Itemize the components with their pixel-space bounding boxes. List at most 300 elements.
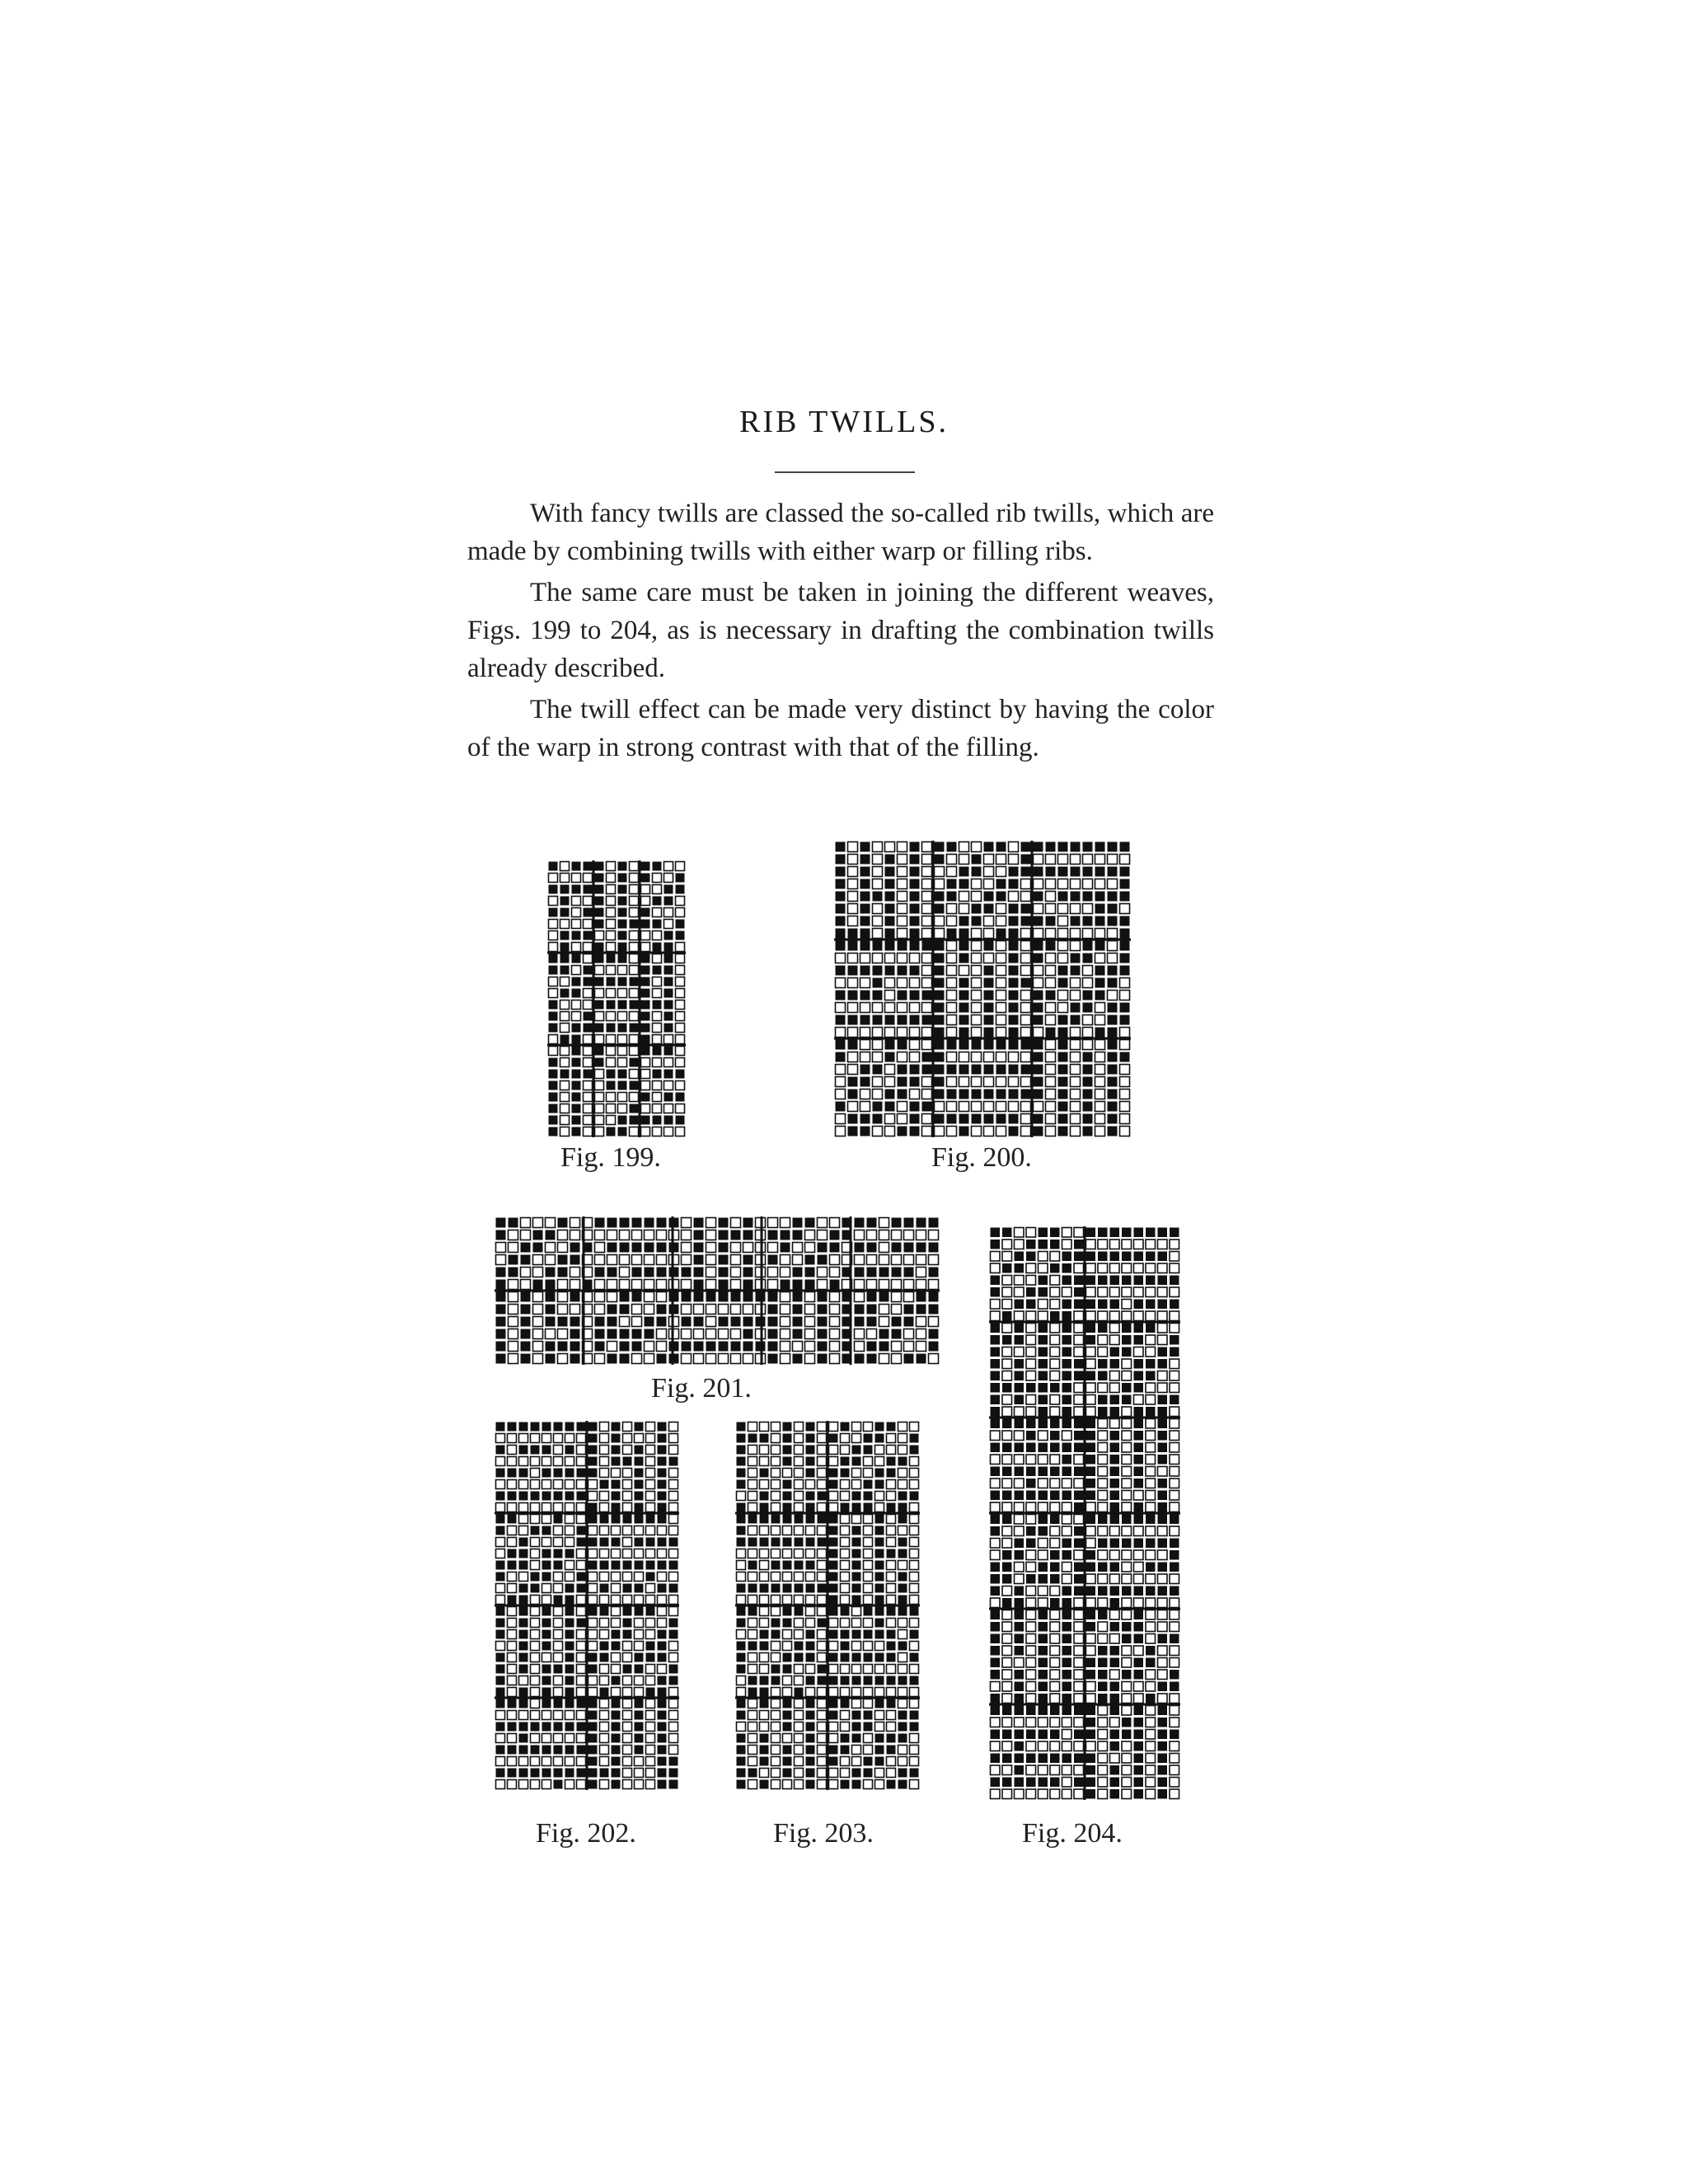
empty-cell: [1170, 1287, 1179, 1297]
filled-cell: [676, 1070, 685, 1079]
empty-cell: [607, 874, 616, 883]
filled-cell: [1074, 1359, 1084, 1369]
empty-cell: [959, 1052, 969, 1062]
filled-cell: [795, 1584, 804, 1593]
filled-cell: [768, 1317, 778, 1327]
filled-cell: [991, 1670, 1001, 1680]
empty-cell: [519, 1480, 528, 1489]
empty-cell: [885, 1003, 895, 1013]
filled-cell: [1074, 1574, 1084, 1584]
filled-cell: [664, 1116, 673, 1125]
filled-cell: [694, 1218, 704, 1228]
filled-cell: [860, 916, 870, 926]
empty-cell: [584, 1035, 593, 1044]
filled-cell: [1021, 978, 1031, 988]
filled-cell: [549, 966, 558, 975]
empty-cell: [646, 1446, 655, 1455]
empty-cell: [630, 885, 639, 894]
filled-cell: [531, 1722, 540, 1732]
filled-cell: [768, 1292, 778, 1302]
filled-cell: [560, 885, 570, 894]
empty-cell: [887, 1757, 896, 1766]
filled-cell: [1134, 1383, 1144, 1393]
empty-cell: [612, 1619, 621, 1628]
filled-cell: [496, 1699, 505, 1708]
empty-cell: [760, 1607, 769, 1616]
filled-cell: [1086, 1419, 1096, 1429]
empty-cell: [635, 1572, 644, 1582]
filled-cell: [618, 897, 627, 906]
empty-cell: [760, 1561, 769, 1570]
empty-cell: [1110, 1240, 1120, 1249]
filled-cell: [1034, 1090, 1043, 1099]
filled-cell: [1026, 1539, 1036, 1549]
empty-cell: [904, 1292, 914, 1302]
filled-cell: [531, 1769, 540, 1778]
empty-cell: [542, 1457, 551, 1466]
filled-cell: [864, 1676, 873, 1685]
empty-cell: [760, 1446, 769, 1455]
empty-cell: [1086, 1263, 1096, 1273]
filled-cell: [623, 1619, 632, 1628]
filled-cell: [588, 1561, 598, 1570]
empty-cell: [1120, 1090, 1130, 1099]
empty-cell: [623, 1734, 632, 1743]
empty-cell: [984, 1127, 994, 1137]
empty-cell: [748, 1549, 757, 1558]
filled-cell: [887, 1469, 896, 1478]
empty-cell: [898, 879, 907, 889]
filled-cell: [558, 1342, 568, 1352]
empty-cell: [1158, 1670, 1168, 1680]
filled-cell: [600, 1584, 609, 1593]
filled-cell: [1108, 1003, 1118, 1013]
filled-cell: [768, 1305, 778, 1315]
filled-cell: [864, 1711, 873, 1720]
filled-cell: [612, 1457, 621, 1466]
empty-cell: [760, 1457, 769, 1466]
empty-cell: [496, 1734, 505, 1743]
empty-cell: [542, 1596, 551, 1605]
filled-cell: [1062, 1263, 1072, 1273]
empty-cell: [618, 966, 627, 975]
filled-cell: [805, 1280, 815, 1290]
filled-cell: [829, 1746, 838, 1755]
empty-cell: [922, 892, 932, 902]
filled-cell: [929, 1342, 939, 1352]
filled-cell: [565, 1549, 574, 1558]
filled-cell: [630, 1104, 639, 1113]
empty-cell: [623, 1434, 632, 1443]
empty-cell: [607, 1292, 617, 1302]
filled-cell: [508, 1596, 517, 1605]
filled-cell: [959, 1028, 969, 1038]
filled-cell: [1098, 1252, 1108, 1262]
filled-cell: [1158, 1359, 1168, 1369]
empty-cell: [1026, 1335, 1036, 1345]
empty-cell: [864, 1734, 873, 1743]
filled-cell: [1158, 1455, 1168, 1465]
empty-cell: [653, 1081, 662, 1090]
empty-cell: [646, 1596, 655, 1605]
empty-cell: [558, 1230, 568, 1240]
filled-cell: [612, 1711, 621, 1720]
empty-cell: [1158, 1598, 1168, 1608]
filled-cell: [836, 904, 846, 914]
empty-cell: [496, 1538, 505, 1547]
empty-cell: [1071, 929, 1081, 939]
filled-cell: [521, 1255, 531, 1265]
filled-cell: [818, 1317, 828, 1327]
filled-cell: [623, 1665, 632, 1674]
filled-cell: [635, 1584, 644, 1593]
filled-cell: [806, 1630, 815, 1639]
empty-cell: [1058, 929, 1068, 939]
filled-cell: [829, 1676, 838, 1685]
empty-cell: [509, 1354, 518, 1364]
filled-cell: [793, 1354, 803, 1364]
filled-cell: [904, 1354, 914, 1364]
empty-cell: [1002, 1741, 1012, 1751]
empty-cell: [829, 1665, 838, 1674]
empty-cell: [657, 1230, 667, 1240]
filled-cell: [620, 1243, 630, 1253]
filled-cell: [607, 1243, 617, 1253]
empty-cell: [1134, 1550, 1144, 1560]
empty-cell: [947, 1028, 957, 1038]
filled-cell: [496, 1619, 505, 1628]
filled-cell: [1158, 1431, 1168, 1441]
filled-cell: [860, 1127, 870, 1137]
filled-cell: [991, 1706, 1001, 1716]
filled-cell: [852, 1549, 861, 1558]
filled-cell: [560, 989, 570, 998]
empty-cell: [706, 1218, 716, 1228]
empty-cell: [588, 1688, 598, 1697]
empty-cell: [898, 1052, 907, 1062]
filled-cell: [910, 879, 920, 889]
empty-cell: [1074, 1765, 1084, 1775]
filled-cell: [1034, 1015, 1043, 1025]
filled-cell: [1062, 1383, 1072, 1393]
empty-cell: [1170, 1419, 1179, 1429]
filled-cell: [879, 1292, 889, 1302]
filled-cell: [760, 1757, 769, 1766]
empty-cell: [600, 1665, 609, 1674]
filled-cell: [1146, 1539, 1156, 1549]
empty-cell: [806, 1480, 815, 1489]
empty-cell: [509, 1342, 518, 1352]
filled-cell: [1015, 1324, 1025, 1333]
empty-cell: [771, 1722, 781, 1732]
filled-cell: [646, 1653, 655, 1662]
filled-cell: [554, 1469, 563, 1478]
empty-cell: [864, 1619, 873, 1628]
empty-cell: [768, 1268, 778, 1277]
empty-cell: [771, 1596, 781, 1605]
filled-cell: [855, 1268, 865, 1277]
empty-cell: [1074, 1455, 1084, 1465]
empty-cell: [565, 1734, 574, 1743]
empty-cell: [1108, 991, 1118, 1001]
empty-cell: [1122, 1741, 1132, 1751]
empty-cell: [771, 1457, 781, 1466]
empty-cell: [496, 1503, 505, 1512]
filled-cell: [1086, 1252, 1096, 1262]
empty-cell: [577, 1480, 586, 1489]
filled-cell: [496, 1561, 505, 1570]
filled-cell: [669, 1561, 678, 1570]
filled-cell: [991, 1622, 1001, 1632]
empty-cell: [1146, 1622, 1156, 1632]
empty-cell: [533, 1354, 543, 1364]
empty-cell: [1146, 1419, 1156, 1429]
filled-cell: [947, 1090, 957, 1099]
filled-cell: [806, 1746, 815, 1755]
filled-cell: [910, 892, 920, 902]
filled-cell: [991, 1778, 1001, 1788]
filled-cell: [783, 1769, 792, 1778]
filled-cell: [1158, 1300, 1168, 1310]
filled-cell: [588, 1780, 598, 1789]
filled-cell: [1026, 1383, 1036, 1393]
empty-cell: [830, 1218, 840, 1228]
empty-cell: [618, 1012, 627, 1021]
filled-cell: [737, 1734, 746, 1743]
filled-cell: [1015, 1491, 1025, 1501]
empty-cell: [630, 989, 639, 998]
empty-cell: [533, 1342, 543, 1352]
empty-cell: [1058, 954, 1068, 963]
filled-cell: [632, 1329, 642, 1339]
filled-cell: [1015, 1419, 1025, 1429]
empty-cell: [1086, 1741, 1096, 1751]
empty-cell: [1120, 904, 1130, 914]
empty-cell: [1071, 1040, 1081, 1050]
filled-cell: [860, 892, 870, 902]
filled-cell: [795, 1642, 804, 1651]
filled-cell: [612, 1676, 621, 1685]
filled-cell: [898, 1722, 907, 1732]
filled-cell: [577, 1769, 586, 1778]
empty-cell: [836, 1114, 846, 1124]
filled-cell: [607, 1081, 616, 1090]
empty-cell: [737, 1492, 746, 1501]
empty-cell: [676, 1047, 685, 1056]
filled-cell: [560, 954, 570, 963]
empty-cell: [646, 1480, 655, 1489]
empty-cell: [904, 1255, 914, 1265]
empty-cell: [565, 1526, 574, 1535]
filled-cell: [496, 1342, 506, 1352]
filled-cell: [1086, 1515, 1096, 1525]
filled-cell: [885, 966, 895, 976]
empty-cell: [623, 1503, 632, 1512]
empty-cell: [1146, 1502, 1156, 1512]
filled-cell: [682, 1342, 692, 1352]
filled-cell: [533, 1230, 543, 1240]
empty-cell: [1122, 1526, 1132, 1536]
empty-cell: [1026, 1455, 1036, 1465]
filled-cell: [984, 1003, 994, 1013]
empty-cell: [879, 1255, 889, 1265]
empty-cell: [887, 1572, 896, 1582]
empty-cell: [560, 977, 570, 987]
empty-cell: [565, 1757, 574, 1766]
empty-cell: [519, 1434, 528, 1443]
filled-cell: [635, 1607, 644, 1616]
filled-cell: [519, 1446, 528, 1455]
filled-cell: [1095, 916, 1105, 926]
filled-cell: [1039, 1467, 1048, 1477]
empty-cell: [959, 966, 969, 976]
filled-cell: [1074, 1586, 1084, 1596]
filled-cell: [549, 1058, 558, 1067]
empty-cell: [783, 1469, 792, 1478]
empty-cell: [760, 1722, 769, 1732]
empty-cell: [1086, 1502, 1096, 1512]
filled-cell: [1062, 1276, 1072, 1286]
filled-cell: [565, 1422, 574, 1432]
filled-cell: [1134, 1754, 1144, 1764]
empty-cell: [1021, 892, 1031, 902]
empty-cell: [554, 1503, 563, 1512]
filled-cell: [496, 1446, 505, 1455]
empty-cell: [867, 1329, 877, 1339]
filled-cell: [618, 931, 627, 940]
filled-cell: [781, 1230, 790, 1240]
filled-cell: [641, 1116, 650, 1125]
empty-cell: [1083, 879, 1093, 889]
filled-cell: [1050, 1563, 1060, 1572]
empty-cell: [1110, 1287, 1120, 1297]
empty-cell: [630, 966, 639, 975]
filled-cell: [771, 1561, 781, 1570]
empty-cell: [873, 954, 883, 963]
empty-cell: [1122, 1467, 1132, 1477]
empty-cell: [887, 1561, 896, 1570]
empty-cell: [875, 1688, 884, 1697]
filled-cell: [1122, 1347, 1132, 1357]
filled-cell: [519, 1584, 528, 1593]
filled-cell: [1058, 1127, 1068, 1137]
empty-cell: [848, 1102, 858, 1112]
filled-cell: [991, 1574, 1001, 1584]
filled-cell: [1039, 1347, 1048, 1357]
filled-cell: [1021, 1040, 1031, 1050]
filled-cell: [1058, 892, 1068, 902]
filled-cell: [1058, 1040, 1068, 1050]
filled-cell: [1134, 1622, 1144, 1632]
empty-cell: [864, 1780, 873, 1789]
filled-cell: [860, 929, 870, 939]
filled-cell: [1170, 1670, 1179, 1680]
filled-cell: [577, 1492, 586, 1501]
empty-cell: [1050, 1682, 1060, 1692]
filled-cell: [641, 1024, 650, 1033]
filled-cell: [694, 1243, 704, 1253]
filled-cell: [630, 1081, 639, 1090]
empty-cell: [873, 855, 883, 865]
empty-cell: [830, 1354, 840, 1364]
filled-cell: [771, 1584, 781, 1593]
empty-cell: [771, 1688, 781, 1697]
filled-cell: [783, 1503, 792, 1512]
filled-cell: [1098, 1407, 1108, 1417]
empty-cell: [795, 1572, 804, 1582]
empty-cell: [600, 1699, 609, 1708]
filled-cell: [875, 1549, 884, 1558]
filled-cell: [959, 991, 969, 1001]
empty-cell: [1071, 941, 1081, 951]
empty-cell: [783, 1780, 792, 1789]
empty-cell: [584, 1081, 593, 1090]
filled-cell: [875, 1561, 884, 1570]
empty-cell: [848, 855, 858, 865]
empty-cell: [873, 842, 883, 852]
empty-cell: [1110, 1754, 1120, 1764]
empty-cell: [1039, 1455, 1048, 1465]
filled-cell: [972, 1114, 982, 1124]
filled-cell: [898, 1734, 907, 1743]
filled-cell: [496, 1769, 505, 1778]
filled-cell: [570, 1354, 580, 1364]
filled-cell: [519, 1561, 528, 1570]
empty-cell: [1122, 1300, 1132, 1310]
filled-cell: [1146, 1252, 1156, 1262]
empty-cell: [682, 1354, 692, 1364]
empty-cell: [852, 1607, 861, 1616]
empty-cell: [771, 1699, 781, 1708]
empty-cell: [1009, 855, 1019, 865]
filled-cell: [600, 1653, 609, 1662]
empty-cell: [1170, 1371, 1179, 1381]
filled-cell: [719, 1218, 729, 1228]
empty-cell: [1074, 1395, 1084, 1405]
empty-cell: [836, 1028, 846, 1038]
empty-cell: [669, 1480, 678, 1489]
empty-cell: [922, 879, 932, 889]
empty-cell: [892, 1305, 902, 1315]
empty-cell: [554, 1734, 563, 1743]
filled-cell: [910, 991, 920, 1001]
filled-cell: [1122, 1539, 1132, 1549]
empty-cell: [682, 1218, 692, 1228]
empty-cell: [1062, 1778, 1072, 1788]
filled-cell: [1158, 1419, 1168, 1429]
empty-cell: [645, 1230, 654, 1240]
empty-cell: [1046, 1090, 1056, 1099]
empty-cell: [600, 1619, 609, 1628]
empty-cell: [1021, 941, 1031, 951]
empty-cell: [1098, 1419, 1108, 1429]
filled-cell: [959, 941, 969, 951]
empty-cell: [910, 1549, 919, 1558]
filled-cell: [612, 1769, 621, 1778]
empty-cell: [653, 1012, 662, 1021]
filled-cell: [1134, 1479, 1144, 1488]
empty-cell: [760, 1653, 769, 1662]
filled-cell: [546, 1268, 556, 1277]
empty-cell: [887, 1722, 896, 1732]
empty-cell: [1046, 929, 1056, 939]
empty-cell: [910, 1746, 919, 1755]
empty-cell: [795, 1549, 804, 1558]
empty-cell: [1050, 1335, 1060, 1345]
filled-cell: [1108, 892, 1118, 902]
empty-cell: [1050, 1539, 1060, 1549]
empty-cell: [519, 1757, 528, 1766]
